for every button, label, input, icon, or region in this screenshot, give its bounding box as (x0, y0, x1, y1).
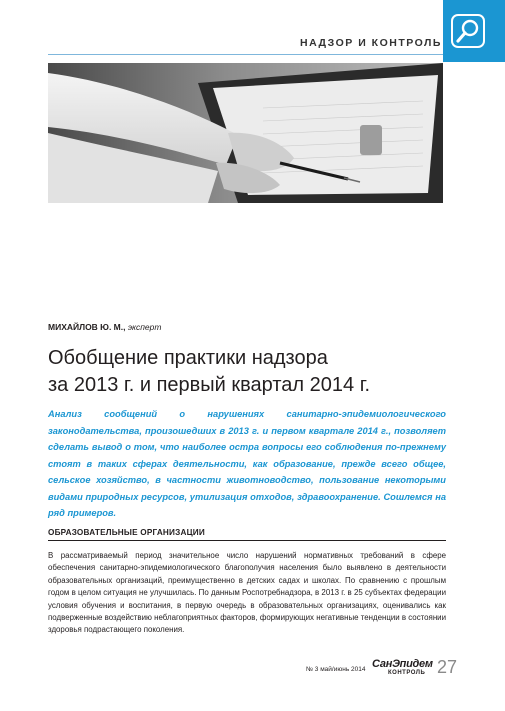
section-heading: ОБРАЗОВАТЕЛЬНЫЕ ОРГАНИЗАЦИИ (48, 528, 205, 537)
section-title: НАДЗОР И КОНТРОЛЬ (300, 37, 442, 49)
article-photo (48, 63, 443, 203)
magnifier-icon (451, 14, 485, 48)
magazine-logo: СанЭпидем (372, 658, 433, 670)
article-body: В рассматриваемый период значительное число нарушений нормативных требований в сфере обеспечения санитарно-эпидемиологического благополучия населения было выявлено в деятельности образовательных организаций, преимущественно в детских садах и школах. По сравнению с прошлым годом в целом ситуация не улучшилась. По данным Роспотребнадзора, в 2013 г. в 25 субъектах федерации условия обучения и воспитания, в первую очередь в образовательных организациях, оценивались как подверженные воздействию неблагоприятных факторов, формирующих негативные тенденции в состоянии здоровья подрастающего поколения. (48, 551, 446, 635)
article-title (48, 345, 468, 399)
author-role: эксперт (127, 322, 162, 332)
title-line-2: за 2013 г. и первый квартал 2014 г. (48, 374, 371, 396)
article-lead: Анализ сообщений о нарушениях санитарно-эпидемиологического законодательства, произошедших в 2013 г. и первом квартале 2014 г., позволяет сделать вывод о том, что наиболее остра вопросы его соблюдения по-прежнему стоят в таких сферах деятельности, как образование, прежде всего общее, сельское хозяйство, в частности животноводство, пользование некоторыми видами природных ресурсов, утилизация отходов, здравоохранение. Сошлемся на ряд примеров. (48, 409, 446, 518)
issue-info: № 3 май/июнь 2014 (306, 666, 366, 673)
author-name: МИХАЙЛОВ Ю. М., (48, 322, 126, 332)
header-divider (48, 54, 443, 55)
section-heading-rule (48, 540, 446, 541)
author-byline (48, 322, 161, 332)
page-number: 27 (437, 657, 458, 677)
title-line-1: Обобщение практики надзора (48, 347, 328, 369)
magazine-logo-sub: КОНТРОЛЬ (388, 670, 426, 676)
